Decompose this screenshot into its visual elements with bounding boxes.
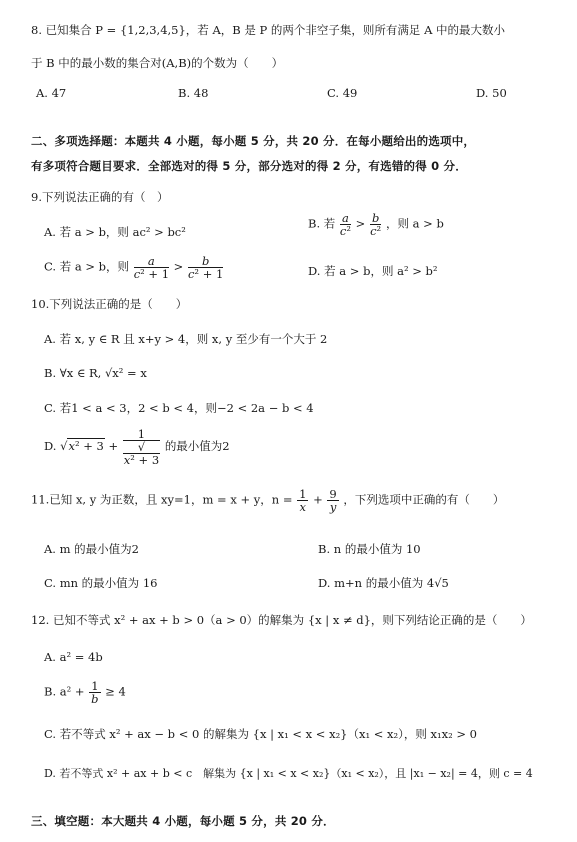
q12-option-c: C. 若不等式 x² + ax − b < 0 的解集为 {x | x₁ < x < x₂}（x₁ < x₂），则 x₁x₂ > 0 xyxy=(44,727,477,741)
q12-option-b-post: ≥ 4 xyxy=(105,684,126,699)
q11-frac-9: $\frac{9}{y}$ xyxy=(329,487,337,515)
q9-option-b-pre: B. 若 xyxy=(308,216,336,231)
q11-stem-post: ，下列选项中正确的有（ ） xyxy=(343,492,505,507)
q11-option-a: A. m 的最小值为2 xyxy=(44,542,139,556)
q9-option-b: B. 若 $\frac{a}{\text{c²}}$ > $\frac{b}{\text{c²}}$ ，则 a > b xyxy=(308,211,444,239)
q11-option-c: C. mn 的最小值为 16 xyxy=(44,576,158,590)
q11-option-d: D. m+n 的最小值为 4√5 xyxy=(318,576,449,590)
q12-option-b xyxy=(44,680,126,705)
q8-stem-line1: 8. 已知集合 P = {1,2,3,4,5}，若 A，B 是 P 的两个非空子集，则所有满足 A 中的最大数小 xyxy=(31,23,506,37)
q9-option-c-pre: C. 若 a > b，则 xyxy=(44,259,130,274)
q10-stem: 10.下列说法正确的是（ ） xyxy=(31,297,188,311)
q9-option-b-frac-a: $\frac{a}{\text{c²}}$ xyxy=(339,211,351,239)
q10-option-d-pre: D. xyxy=(44,439,57,454)
q12-option-a: A. a² = 4b xyxy=(44,650,103,664)
q11-option-b: B. n 的最小值为 10 xyxy=(318,542,421,556)
q12-option-b-pre: B. a² + xyxy=(44,684,85,699)
q9-stem: 9.下列说法正确的有（ ） xyxy=(31,190,169,204)
section2-heading-line1: 二、多项选择题：本题共 4 小题，每小题 5 分，共 20 分．在每小题给出的选项中， xyxy=(31,134,476,148)
q8-option-c: C. 49 xyxy=(327,86,358,100)
q8-option-b: B. 48 xyxy=(178,86,209,100)
q8-stem-line2: 于 B 中的最小数的集合对(A,B)的个数为（ ） xyxy=(31,56,284,70)
section3-heading: 三、填空题：本大题共 4 小题，每小题 5 分，共 20 分． xyxy=(31,814,335,828)
q9-option-c: C. 若 a > b，则 $\frac{a}{\text{c² + 1}}$ > $\frac{b}{\text{c² + 1}}$ xyxy=(44,254,224,282)
q9-option-c-frac-b: $\frac{b}{\text{c² + 1}}$ xyxy=(187,254,224,282)
q10-option-d-post: 的最小值为2 xyxy=(164,439,230,454)
q12-stem: 12. 已知不等式 x² + ax + b > 0（a > 0）的解集为 {x | x ≠ d}，则下列结论正确的是（ ） xyxy=(31,613,532,627)
q9-option-d: D. 若 a > b，则 a² > b² xyxy=(308,264,438,278)
q8-option-d: D. 50 xyxy=(476,86,507,100)
q10-option-d-frac: 1 √ x² + 3 xyxy=(123,427,160,468)
q10-option-a: A. 若 x, y ∈ R 且 x+y > 4，则 x, y 至少有一个大于 2 xyxy=(44,332,328,346)
q12-option-b-frac: $\frac{1}{b}$ xyxy=(91,679,99,707)
q10-option-b: B. ∀x ∈ R, √x² = x xyxy=(44,366,147,380)
q12-option-d: D. 若不等式 x² + ax + b < c 解集为 {x | x₁ < x < x₂}（x₁ < x₂），且 |x₁ − x₂| = 4，则 c = 4 xyxy=(44,767,533,780)
q9-option-b-post: ，则 a > b xyxy=(385,216,444,231)
q8-option-a: A. 47 xyxy=(36,86,67,100)
q9-option-c-frac-a: $\frac{a}{\text{c² + 1}}$ xyxy=(133,254,170,282)
q10-option-c: C. 若1 < a < 3，2 < b < 4，则−2 < 2a − b < 4 xyxy=(44,401,314,415)
q9-option-b-frac-b: $\frac{b}{\text{c²}}$ xyxy=(370,211,382,239)
q9-option-a: A. 若 a > b，则 ac² > bc² xyxy=(44,225,186,239)
section2-heading-line2: 有多项符合题目要求．全部选对的得 5 分，部分选对的得 2 分，有选错的得 0 分． xyxy=(31,159,467,173)
q10-option-d: D. √x² + 3 + 1 √ x² + 3 的最小值为2 xyxy=(44,427,230,468)
q11-stem: 11.已知 x, y 为正数，且 xy=1，m = x + y，n = $\frac{1}{x}$ + $\frac{9}{y}$ ，下列选项中正确的有（ ） xyxy=(31,487,505,515)
q11-stem-pre: 11.已知 x, y 为正数，且 xy=1，m = x + y，n = xyxy=(31,492,293,507)
q11-frac-1: $\frac{1}{x}$ xyxy=(299,487,307,515)
